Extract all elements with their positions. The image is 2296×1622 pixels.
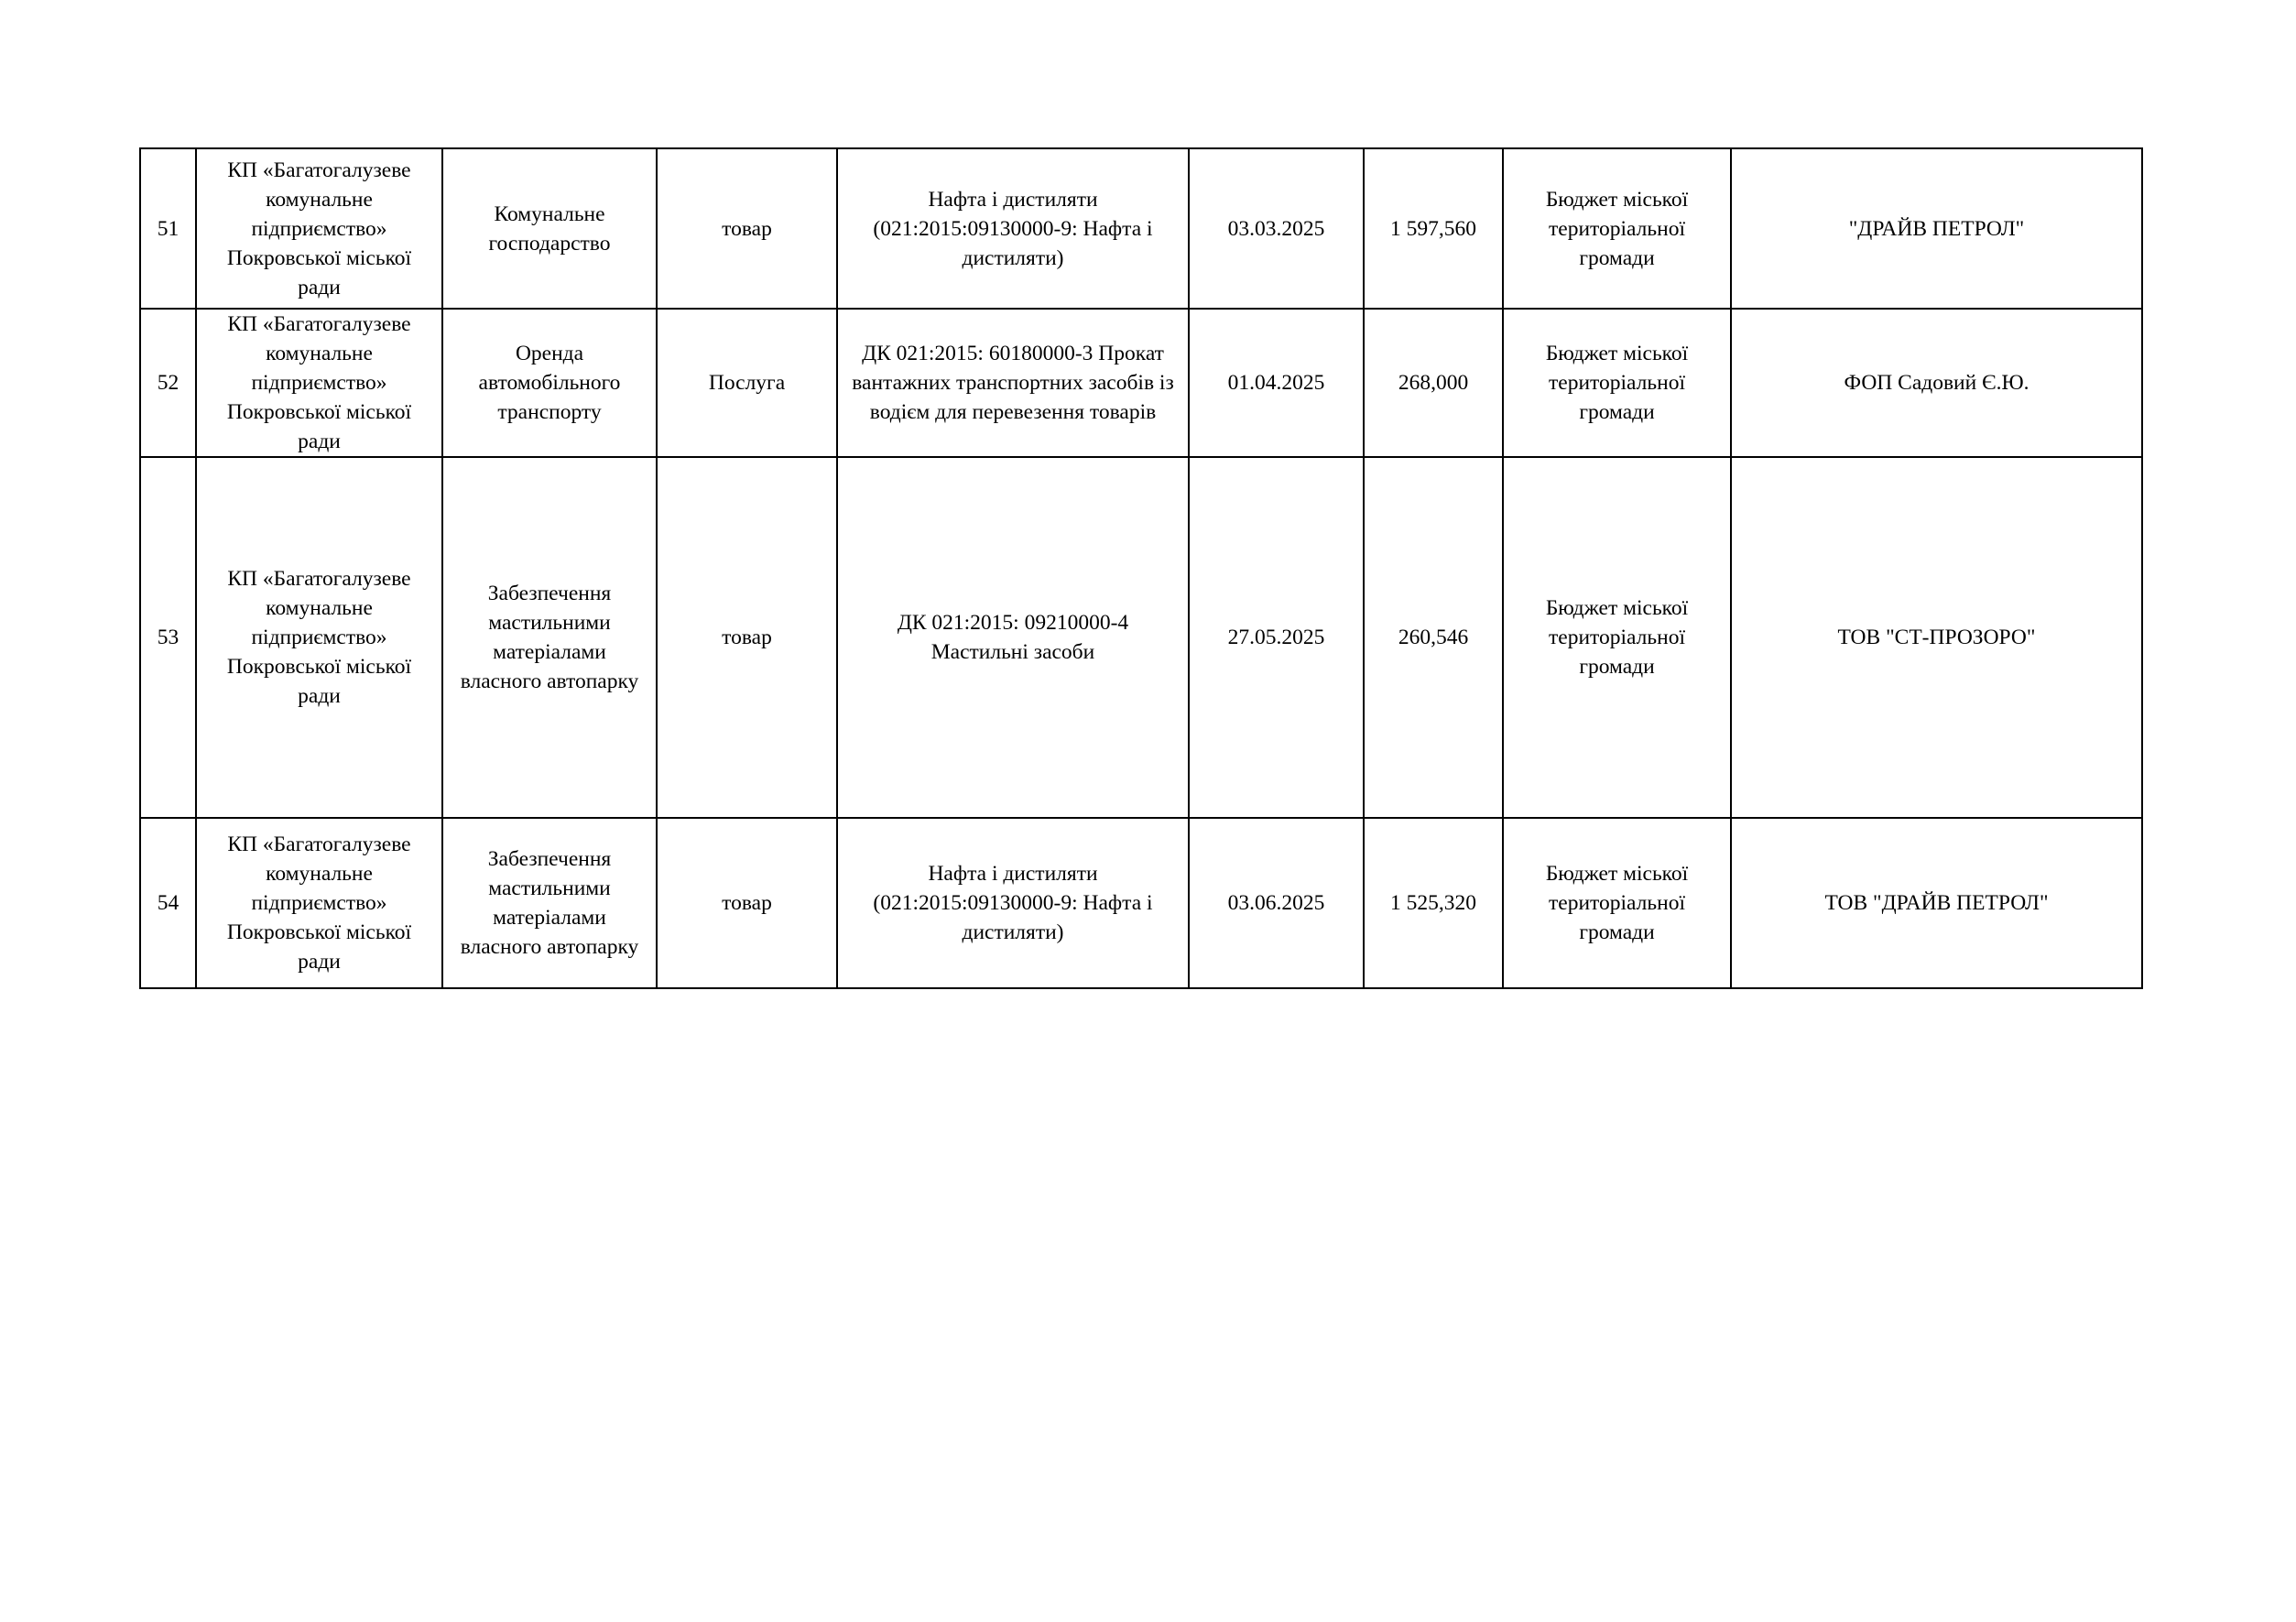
procurement-table: [139, 147, 2143, 989]
customer-cell: КП «Багатогалузеве комунальне підприємство» Покровської міської ради: [196, 309, 442, 457]
row-number-cell: 54: [140, 818, 196, 988]
subject-cell: ДК 021:2015: 60180000-3 Прокат вантажних транспортних засобів із водієм для перевезення товарів: [837, 309, 1189, 457]
type-cell: товар: [657, 818, 837, 988]
purpose-cell: Забезпечення мастильними матеріалами власного автопарку: [442, 457, 657, 818]
amount-cell: 1 597,560: [1364, 148, 1503, 309]
date-cell: 03.06.2025: [1189, 818, 1364, 988]
funding-source-cell: Бюджет міської територіальної громади: [1503, 818, 1731, 988]
row-number-cell: 53: [140, 457, 196, 818]
purpose-cell: Оренда автомобільного транспорту: [442, 309, 657, 457]
row-number-cell: 52: [140, 309, 196, 457]
row-number-cell: 51: [140, 148, 196, 309]
purpose-cell: Комунальне господарство: [442, 148, 657, 309]
table-row: [140, 309, 2142, 457]
funding-source-cell: Бюджет міської територіальної громади: [1503, 457, 1731, 818]
type-cell: Послуга: [657, 309, 837, 457]
subject-cell: ДК 021:2015: 09210000-4 Мастильні засоби: [837, 457, 1189, 818]
type-cell: товар: [657, 148, 837, 309]
subject-cell: Нафта і дистиляти (021:2015:09130000-9: Нафта і дистиляти): [837, 818, 1189, 988]
funding-source-cell: Бюджет міської територіальної громади: [1503, 148, 1731, 309]
date-cell: 01.04.2025: [1189, 309, 1364, 457]
amount-cell: 1 525,320: [1364, 818, 1503, 988]
supplier-cell: ФОП Садовий Є.Ю.: [1731, 309, 2142, 457]
customer-cell: КП «Багатогалузеве комунальне підприємство» Покровської міської ради: [196, 818, 442, 988]
table-row: [140, 457, 2142, 818]
table-row: [140, 818, 2142, 988]
amount-cell: 260,546: [1364, 457, 1503, 818]
funding-source-cell: Бюджет міської територіальної громади: [1503, 309, 1731, 457]
customer-cell: КП «Багатогалузеве комунальне підприємство» Покровської міської ради: [196, 148, 442, 309]
supplier-cell: ТОВ "СТ-ПРОЗОРО": [1731, 457, 2142, 818]
subject-cell: Нафта і дистиляти (021:2015:09130000-9: Нафта і дистиляти): [837, 148, 1189, 309]
type-cell: товар: [657, 457, 837, 818]
purpose-cell: Забезпечення мастильними матеріалами власного автопарку: [442, 818, 657, 988]
customer-cell: КП «Багатогалузеве комунальне підприємство» Покровської міської ради: [196, 457, 442, 818]
amount-cell: 268,000: [1364, 309, 1503, 457]
date-cell: 27.05.2025: [1189, 457, 1364, 818]
table-row: [140, 148, 2142, 309]
supplier-cell: "ДРАЙВ ПЕТРОЛ": [1731, 148, 2142, 309]
supplier-cell: ТОВ "ДРАЙВ ПЕТРОЛ": [1731, 818, 2142, 988]
date-cell: 03.03.2025: [1189, 148, 1364, 309]
